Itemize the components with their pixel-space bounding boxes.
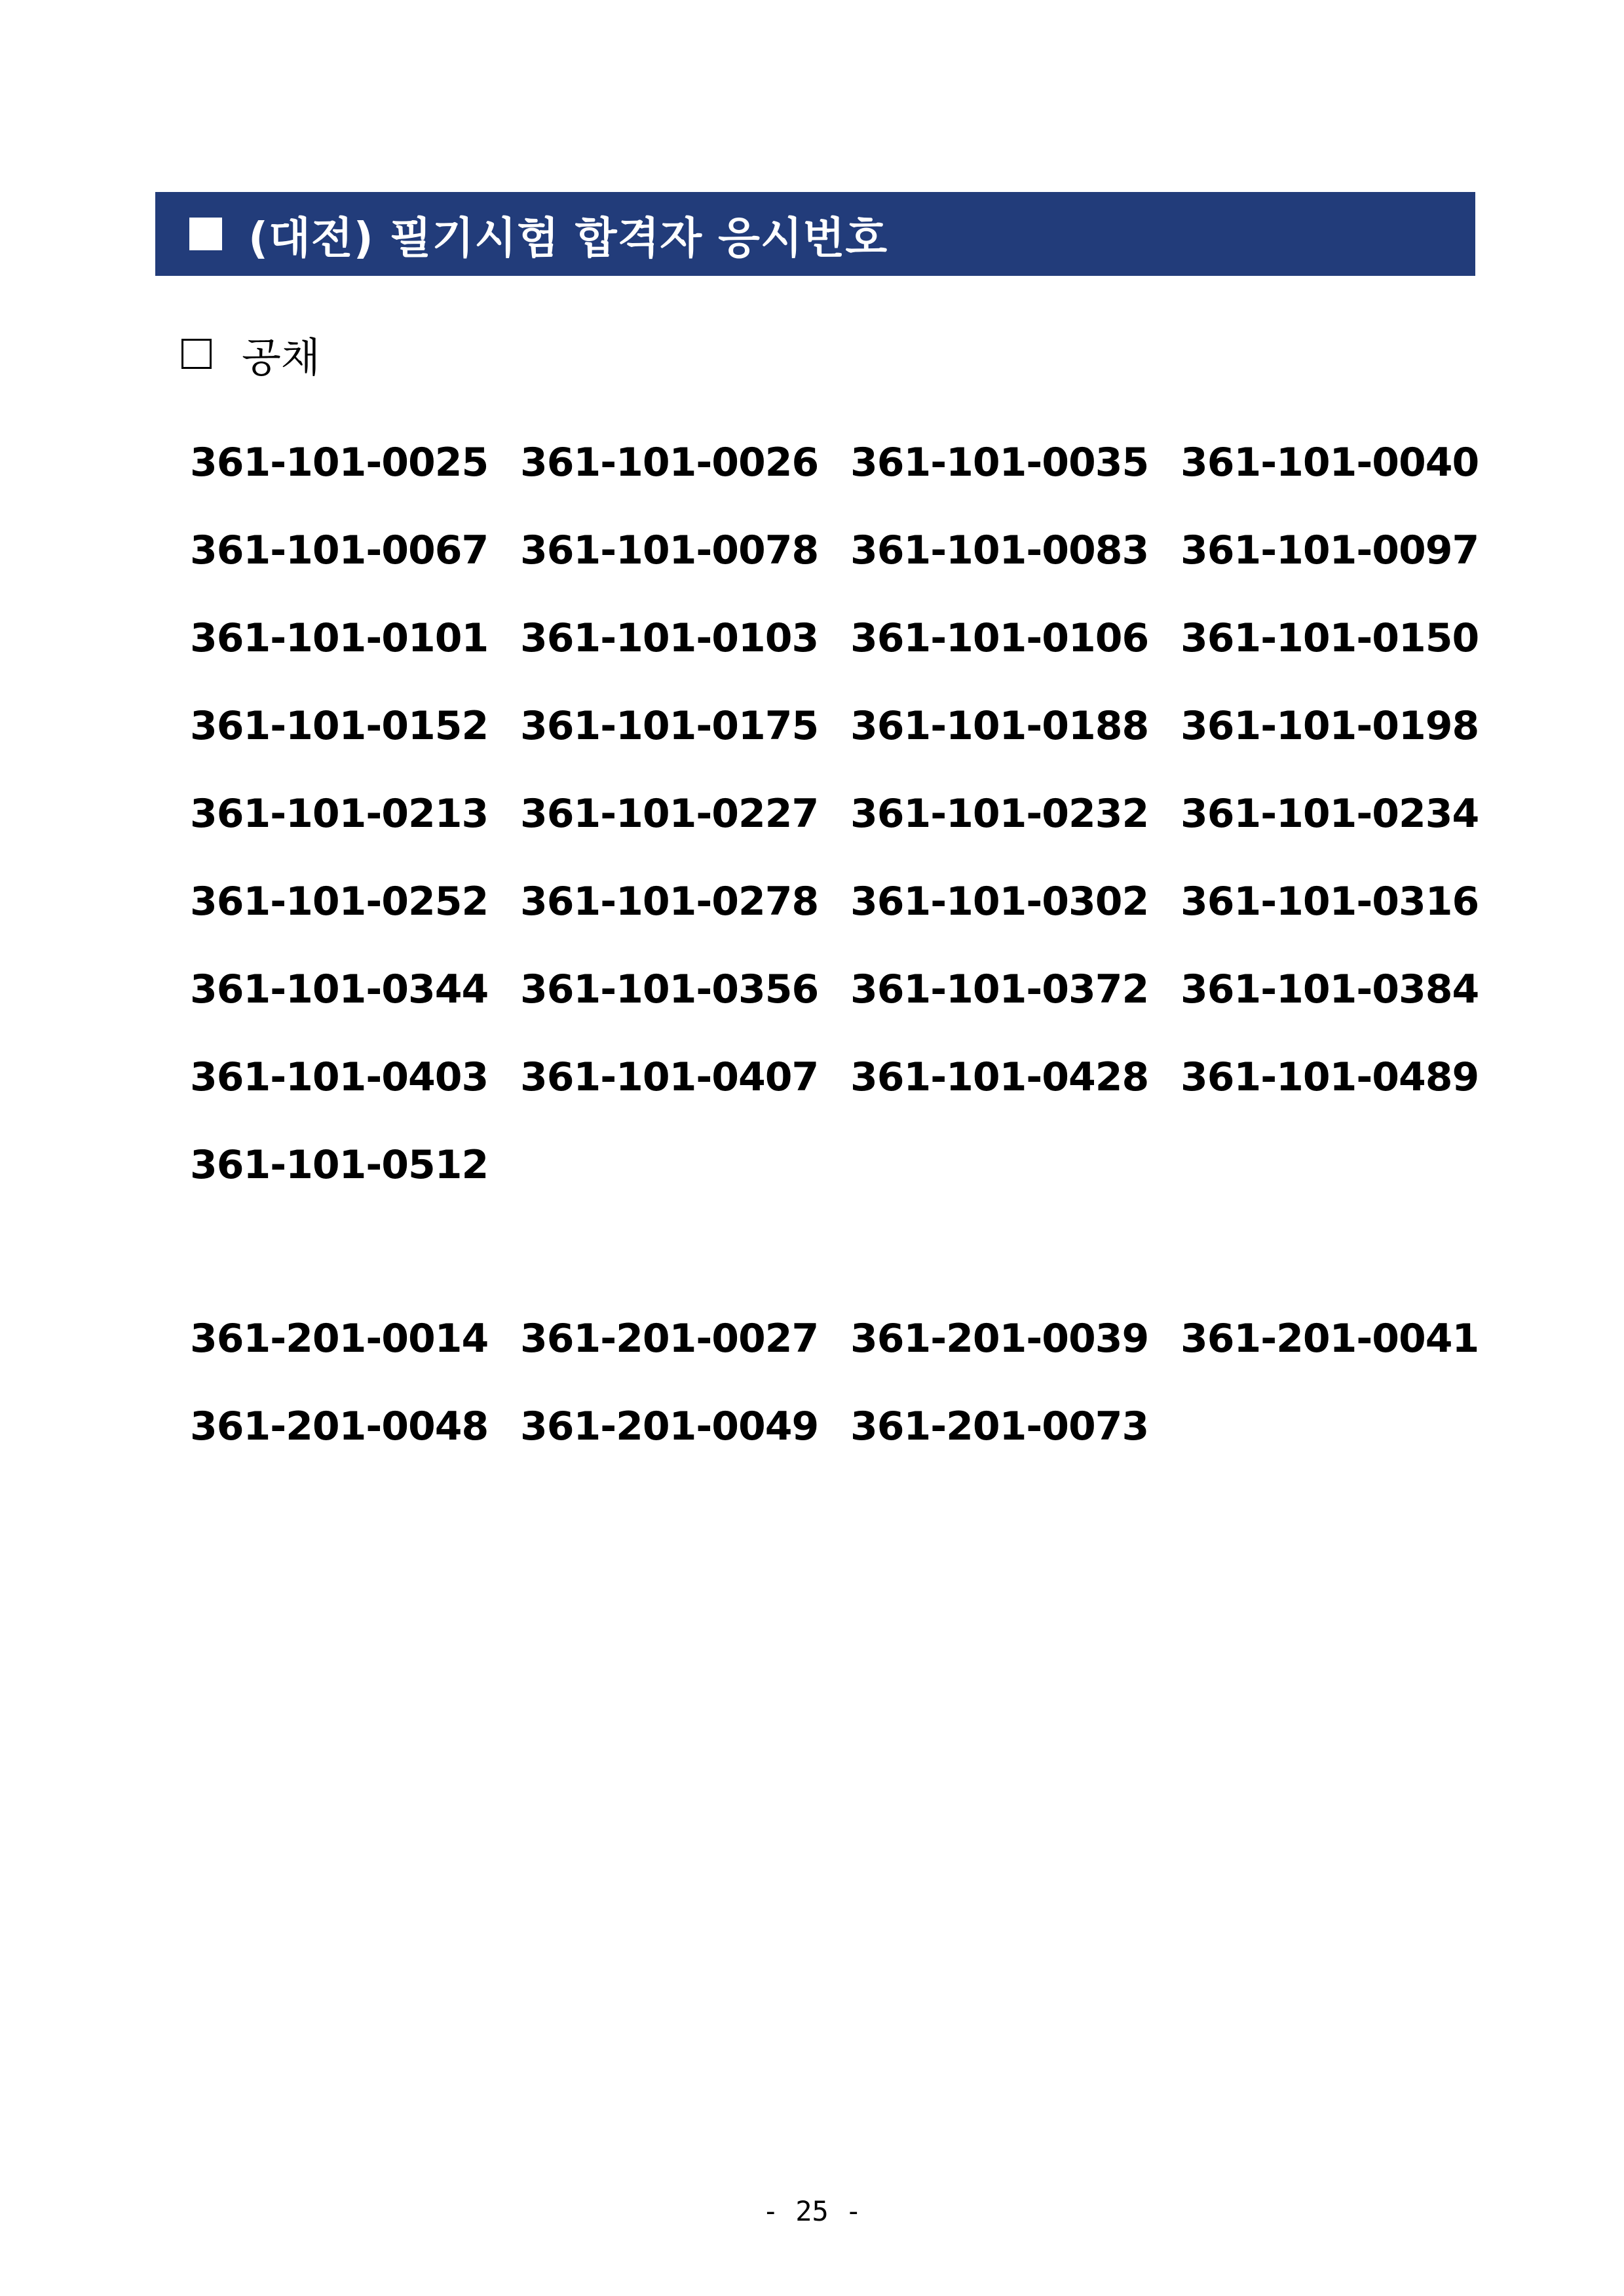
candidate-number: 361-101-0198 <box>1180 703 1479 749</box>
candidate-number: 361-101-0040 <box>1180 440 1479 486</box>
candidate-number: 361-101-0403 <box>190 1054 489 1100</box>
candidate-number-list-101 <box>190 432 1511 1223</box>
candidate-number: 361-101-0152 <box>190 703 489 749</box>
candidate-number: 361-101-0489 <box>1180 1054 1479 1100</box>
candidate-number: 361-101-0252 <box>190 879 489 925</box>
candidate-number: 361-101-0078 <box>520 527 819 573</box>
candidate-number: 361-101-0316 <box>1180 879 1479 925</box>
candidate-number: 361-101-0067 <box>190 527 489 573</box>
candidate-number: 361-101-0227 <box>520 791 819 837</box>
candidate-number: 361-101-0101 <box>190 615 489 661</box>
candidate-number: 361-101-0035 <box>850 440 1149 486</box>
black-square-icon <box>189 218 222 250</box>
candidate-number: 361-201-0039 <box>850 1316 1149 1362</box>
candidate-number: 361-201-0041 <box>1180 1316 1479 1362</box>
candidate-number: 361-101-0356 <box>520 966 819 1012</box>
candidate-number: 361-201-0073 <box>850 1404 1149 1449</box>
candidate-number: 361-101-0150 <box>1180 615 1479 661</box>
candidate-number: 361-101-0302 <box>850 879 1149 925</box>
candidate-number: 361-101-0428 <box>850 1054 1149 1100</box>
section-header <box>155 192 1475 276</box>
candidate-number: 361-101-0512 <box>190 1142 489 1188</box>
candidate-number: 361-201-0014 <box>190 1316 489 1362</box>
candidate-number: 361-101-0278 <box>520 879 819 925</box>
candidate-number: 361-101-0384 <box>1180 966 1479 1012</box>
candidate-number: 361-201-0049 <box>520 1404 819 1449</box>
candidate-number: 361-101-0106 <box>850 615 1149 661</box>
empty-checkbox-icon <box>181 339 212 369</box>
subsection-label <box>181 328 320 380</box>
candidate-number: 361-101-0097 <box>1180 527 1479 573</box>
page-title: (대전) 필기시험 합격자 응시번호 <box>248 212 888 263</box>
candidate-number: 361-101-0407 <box>520 1054 819 1100</box>
candidate-number: 361-101-0026 <box>520 440 819 486</box>
candidate-number: 361-101-0188 <box>850 703 1149 749</box>
candidate-number: 361-101-0103 <box>520 615 819 661</box>
candidate-number-list-201 <box>190 1309 1511 1484</box>
subsection-title: 공채 <box>242 333 320 381</box>
candidate-number: 361-101-0083 <box>850 527 1149 573</box>
candidate-number: 361-201-0027 <box>520 1316 819 1362</box>
candidate-number: 361-101-0232 <box>850 791 1149 837</box>
candidate-number: 361-101-0025 <box>190 440 489 486</box>
candidate-number: 361-101-0175 <box>520 703 819 749</box>
candidate-number: 361-101-0344 <box>190 966 489 1012</box>
page-number: - 25 - <box>762 2195 862 2227</box>
candidate-number: 361-101-0234 <box>1180 791 1479 837</box>
candidate-number: 361-101-0213 <box>190 791 489 837</box>
candidate-number: 361-201-0048 <box>190 1404 489 1449</box>
candidate-number: 361-101-0372 <box>850 966 1149 1012</box>
